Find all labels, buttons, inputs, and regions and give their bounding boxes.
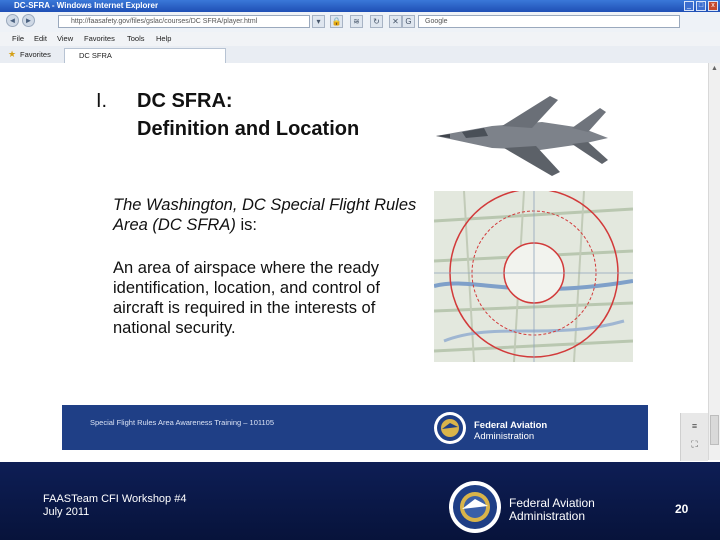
favorites-bar xyxy=(0,46,720,64)
footer-date: July 2011 xyxy=(43,506,90,518)
refresh-icon[interactable]: ↻ xyxy=(370,15,383,28)
banner-faa-line-2: Administration xyxy=(474,431,535,442)
menu-tools[interactable]: Tools xyxy=(127,34,145,43)
slide-footer xyxy=(0,462,720,540)
dropdown-arrow-icon[interactable]: ▾ xyxy=(312,15,325,28)
fighter-jet-image xyxy=(432,92,617,184)
address-bar xyxy=(0,12,720,33)
footer-title: FAASTeam CFI Workshop #4 xyxy=(43,493,187,505)
banner-faa-line-1: Federal Aviation xyxy=(474,420,548,431)
heading-line-1: DC SFRA: xyxy=(137,90,233,112)
page-number: 20 xyxy=(675,502,689,516)
banner-course-title: Special Flight Rules Area Awareness Training – 101105 xyxy=(90,418,275,427)
maximize-button[interactable]: □ xyxy=(696,1,706,11)
minimize-button[interactable]: _ xyxy=(684,1,694,11)
vertical-scrollbar[interactable] xyxy=(708,63,720,460)
close-window-button[interactable]: x xyxy=(708,1,718,11)
search-input[interactable]: Google xyxy=(418,15,680,28)
intro-italic: The Washington, DC Special Flight Rules Area (DC SFRA) xyxy=(113,196,417,234)
compatibility-icon[interactable]: ≋ xyxy=(350,15,363,28)
scroll-thumb[interactable] xyxy=(710,415,719,445)
sectional-chart-image xyxy=(434,191,633,362)
forward-button[interactable]: ► xyxy=(22,14,35,27)
menu-bar xyxy=(0,32,720,47)
side-toolbar xyxy=(680,413,708,461)
url-input[interactable]: http://faasafety.gov/files/gslac/courses/DC SFRA/player.html xyxy=(58,15,310,28)
tab-title: DC SFRA xyxy=(79,51,112,60)
faa-seal-large-icon xyxy=(448,480,502,534)
fullscreen-icon[interactable]: ⛶ xyxy=(691,439,698,449)
scroll-up-icon[interactable]: ▲ xyxy=(711,65,718,72)
description-text: An area of airspace where the ready identification, location, and control of aircraft is required in the interests of national security. xyxy=(113,259,380,337)
heading-line-2: Definition and Location xyxy=(137,118,360,140)
menu-edit[interactable]: Edit xyxy=(34,34,47,43)
tab-dc-sfra[interactable] xyxy=(64,48,226,63)
stop-icon[interactable]: ✕ xyxy=(389,15,402,28)
intro-rest: is: xyxy=(235,215,257,234)
heading-number: I. xyxy=(96,90,108,112)
footer-faa-line-2: Administration xyxy=(509,509,586,523)
menu-file[interactable]: File xyxy=(12,34,25,43)
pause-icon[interactable]: ≡ xyxy=(691,421,698,431)
course-banner xyxy=(62,405,648,450)
intro-text xyxy=(113,196,433,235)
window-titlebar xyxy=(0,0,720,12)
faa-seal-icon xyxy=(433,411,467,445)
favorites-star-icon[interactable]: ★ xyxy=(8,49,17,59)
lock-icon[interactable]: 🔒 xyxy=(331,17,342,26)
window-title: DC-SFRA - Windows Internet Explorer xyxy=(14,1,159,10)
menu-view[interactable]: View xyxy=(57,34,74,43)
search-provider-icon[interactable]: G xyxy=(402,15,415,28)
menu-favorites[interactable]: Favorites xyxy=(84,34,115,43)
menu-help[interactable]: Help xyxy=(156,34,172,43)
favorites-button[interactable]: Favorites xyxy=(20,50,51,59)
footer-faa-line-1: Federal Aviation xyxy=(509,496,595,510)
back-button[interactable]: ◄ xyxy=(6,14,19,27)
